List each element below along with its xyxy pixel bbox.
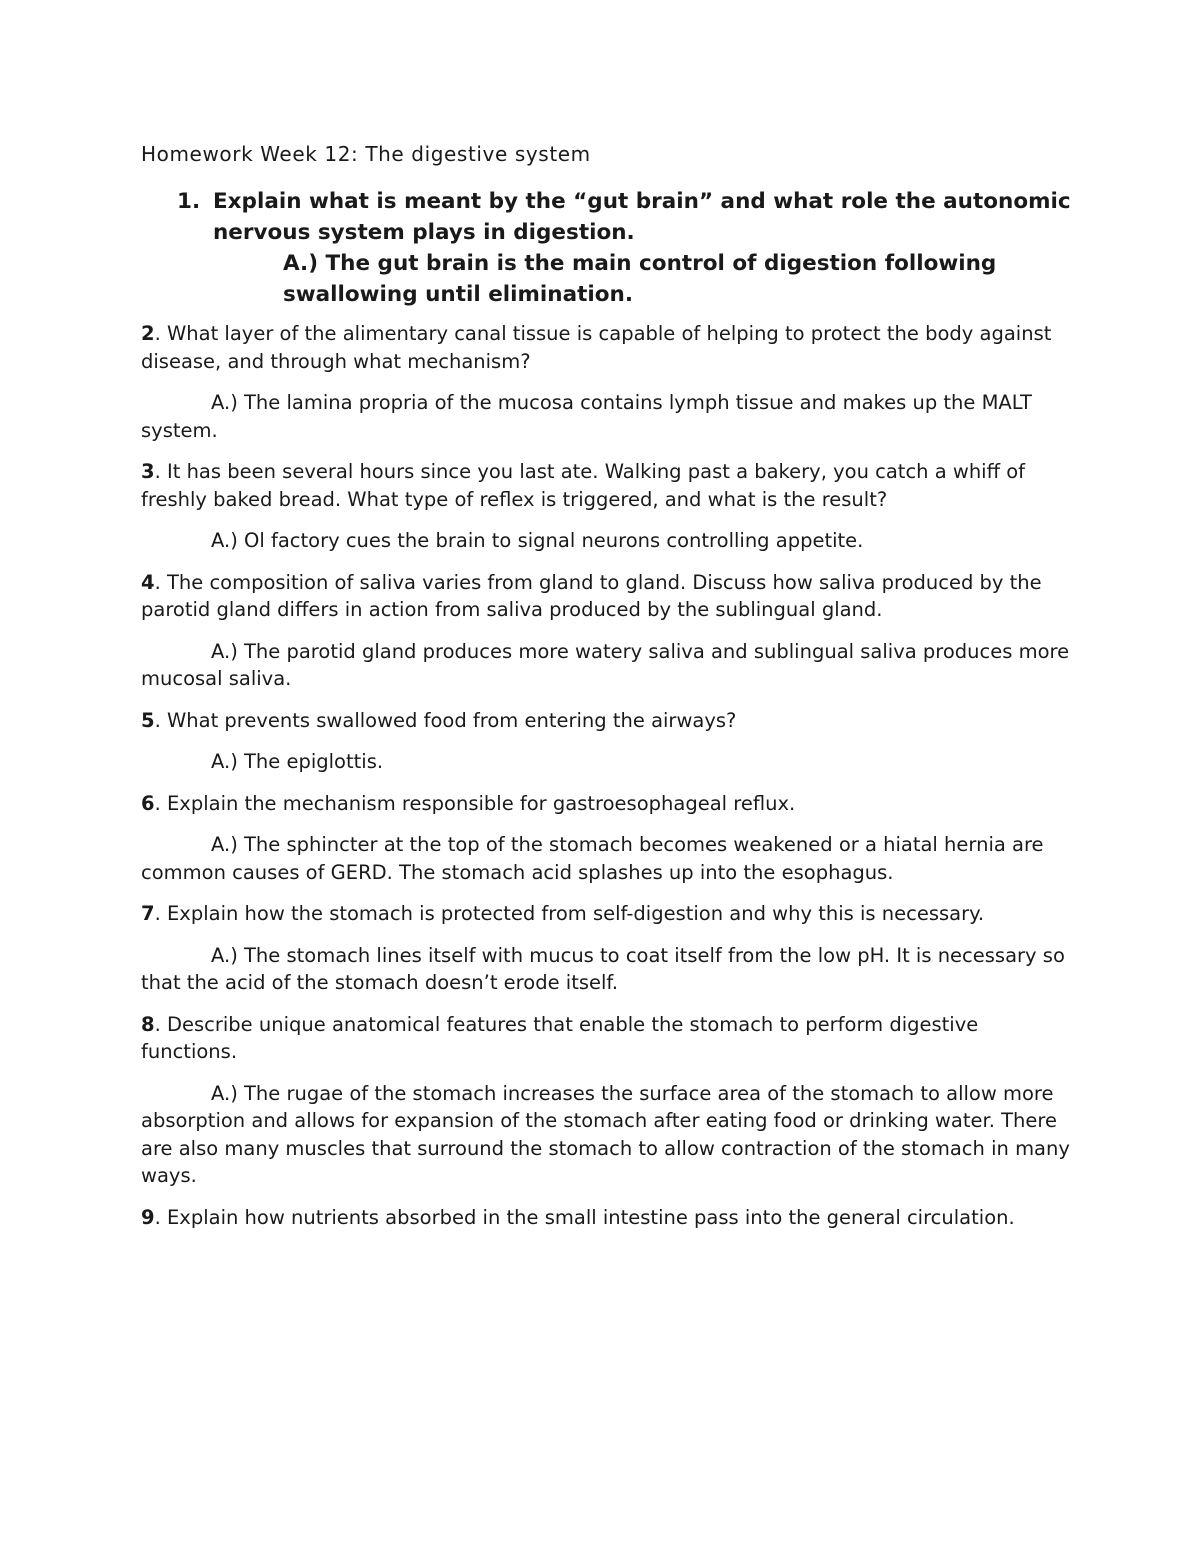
question-2-number: 2	[141, 322, 155, 345]
question-6-text: . Explain the mechanism responsible for gastroesophageal reflux.	[154, 791, 796, 815]
document-title: Homework Week 12: The digestive system	[141, 142, 591, 166]
question-1	[141, 186, 1071, 310]
question-3-text: . It has been several hours since you last ate. Walking past a bakery, you catch a whiff of freshly baked bread. What type of reflex is triggered, and what is the result?	[141, 460, 1026, 511]
question-5-text: . What prevents swallowed food from entering the airways?	[154, 708, 737, 732]
question-4-text: . The composition of saliva varies from gland to gland. Discuss how saliva produced by the parotid gland differs in action from saliva produced by the sublingual gland.	[141, 570, 1042, 621]
question-4	[141, 569, 1071, 624]
question-9-text: . Explain how nutrients absorbed in the small intestine pass into the general circulation.	[154, 1205, 1015, 1229]
answer-7: A.) The stomach lines itself with mucus to coat itself from the low pH. It is necessary so that the acid of the stomach doesn’t erode itself.	[141, 943, 1065, 994]
answer-2: A.) The lamina propria of the mucosa contains lymph tissue and makes up the MALT system.	[141, 391, 1032, 442]
question-9	[141, 1204, 1071, 1232]
question-8-text: . Describe unique anatomical features that enable the stomach to perform digestive functions.	[141, 1012, 979, 1063]
question-9-number: 9	[141, 1205, 155, 1229]
question-6	[141, 790, 1071, 818]
question-5-number: 5	[141, 708, 155, 732]
answer-6: A.) The sphincter at the top of the stomach becomes weakened or a hiatal hernia are common causes of GERD. The stomach acid splashes up into the esophagus.	[141, 833, 1044, 884]
question-1-text: Explain what is meant by the “gut brain” and what role the autonomic nervous system plays in digestion.	[213, 189, 1071, 245]
question-8-number: 8	[141, 1012, 155, 1036]
answer-5: A.) The epiglottis.	[211, 750, 384, 773]
answer-3: A.) Ol factory cues the brain to signal neurons controlling appetite.	[211, 529, 864, 552]
answer-4: A.) The parotid gland produces more watery saliva and sublingual saliva produces more mucosal saliva.	[141, 639, 1070, 690]
answer-8: A.) The rugae of the stomach increases the surface area of the stomach to allow more absorption and allows for expansion of the stomach after eating food or drinking water. There are also many muscles that surround the stomach to allow contraction of the stomach in many ways.	[141, 1081, 1070, 1187]
question-7	[141, 900, 1071, 928]
question-1-number: 1.	[177, 189, 201, 214]
question-6-number: 6	[141, 791, 155, 815]
question-4-number: 4	[141, 570, 155, 594]
question-8	[141, 1011, 1071, 1066]
question-2	[141, 320, 1071, 375]
question-5	[141, 707, 1071, 735]
question-3	[141, 458, 1071, 513]
question-2-text: . What layer of the alimentary canal tissue is capable of helping to protect the body against disease, and through what mechanism?	[141, 322, 1052, 373]
document-page	[141, 136, 1071, 1245]
question-7-number: 7	[141, 902, 155, 925]
question-3-number: 3	[141, 460, 155, 483]
answer-1: A.) The gut brain is the main control of digestion following swallowing until elimination.	[283, 251, 997, 307]
question-7-text: . Explain how the stomach is protected from self-digestion and why this is necessary.	[154, 902, 985, 925]
